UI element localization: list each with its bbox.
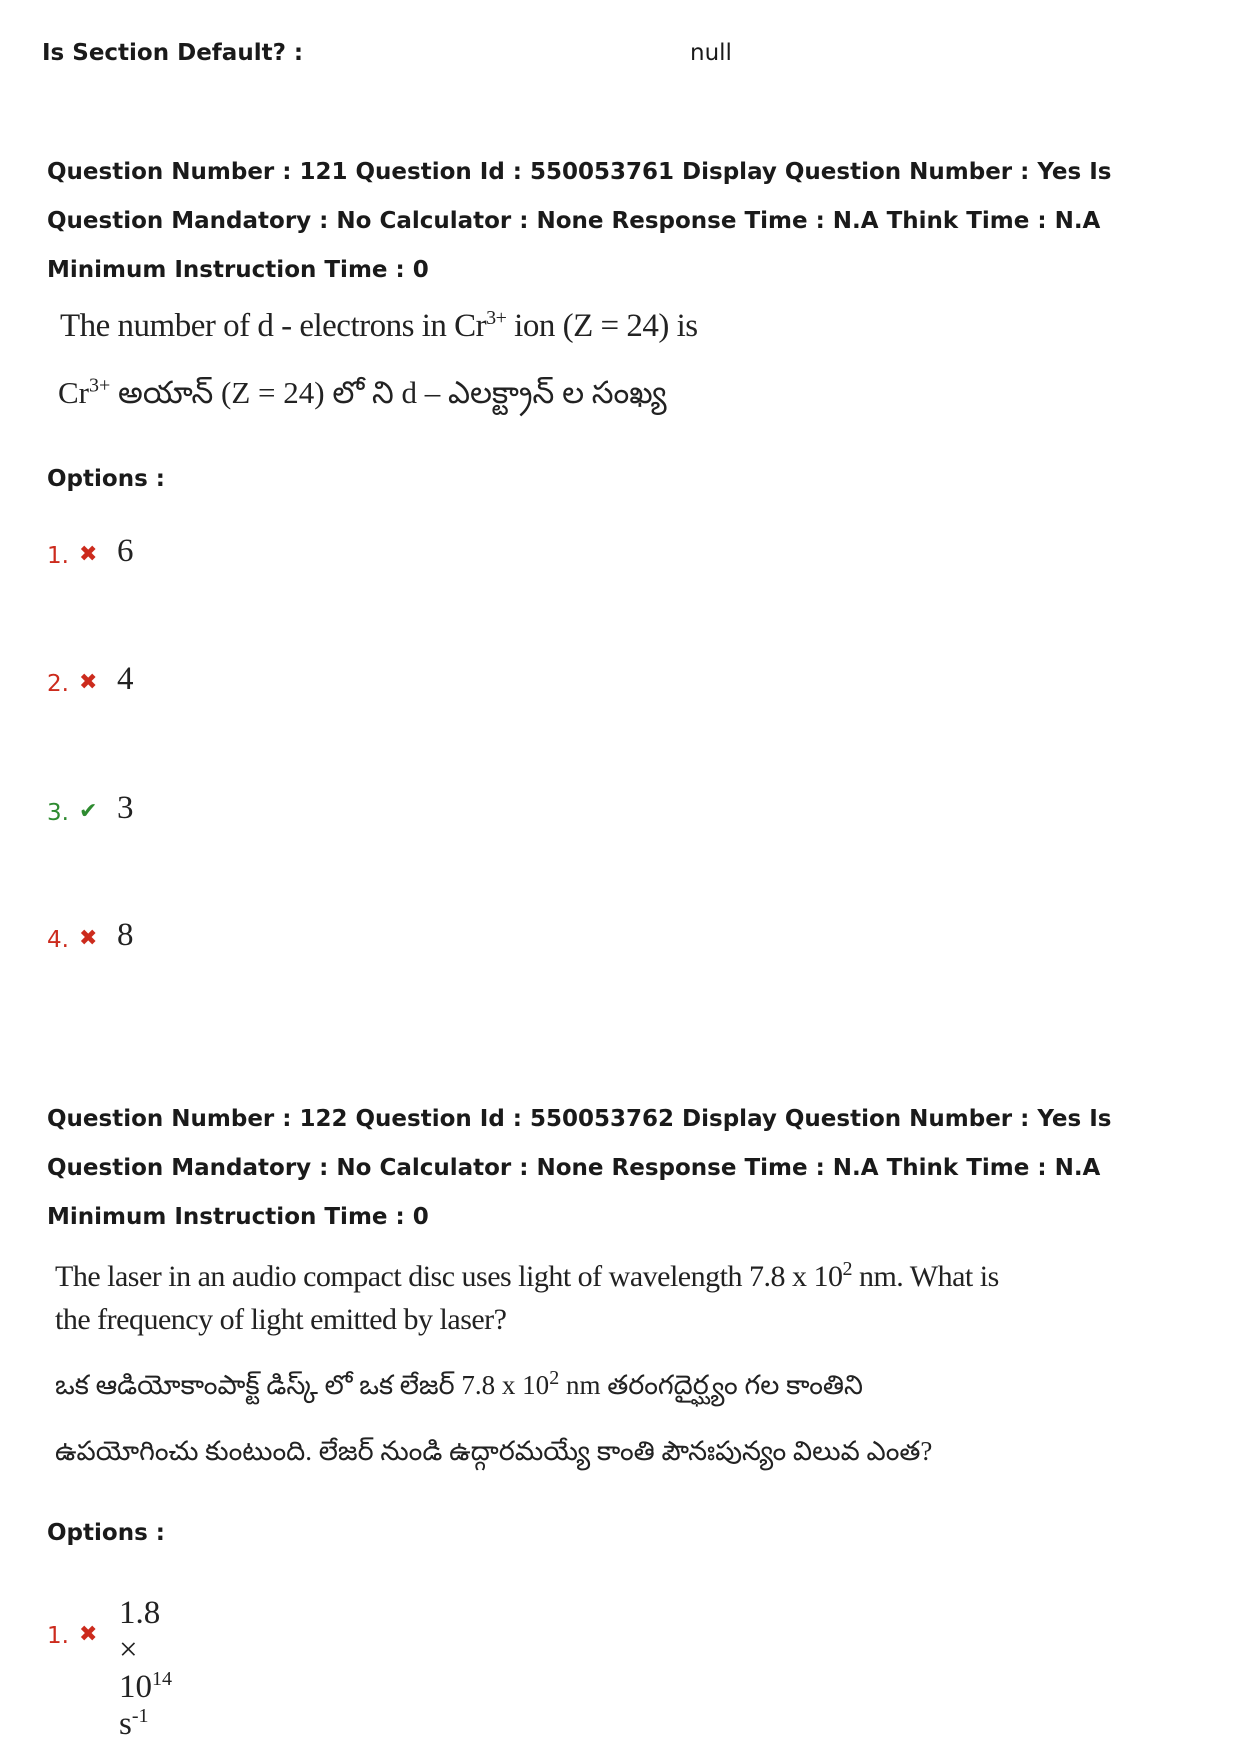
option-number: 1. (47, 543, 69, 569)
options-title: Options : (47, 466, 165, 492)
question-text-telugu: $Cr^{3+}$ అయాన్ (Z = 24) లో ని d – ఎలక్ట్రాన్ ల సంఖ్య (58, 374, 667, 410)
option-number: 4. (47, 927, 69, 953)
wrong-icon: ✖ (79, 926, 98, 951)
option-number: 2. (47, 671, 69, 697)
question-meta: Question Number : 122 Question Id : 550053762 Display Question Number : Yes Is Question Mandatory : No Calculator : None Response Time : N.A Think Time : N.A Minimum Instruction Time : 0 (47, 1106, 1112, 1230)
wrong-icon: ✖ (79, 1622, 98, 1647)
option-value: 3 (117, 790, 134, 826)
wrong-icon: ✖ (79, 542, 98, 567)
section-default-label: Is Section Default? : (42, 40, 304, 66)
question-text-english-line1: The laser in an audio compact disc uses light of wavelength 7.8 x $10^2$ nm. What is (55, 1258, 999, 1293)
option-number: 1. (47, 1623, 69, 1649)
question-meta: Question Number : 121 Question Id : 550053761 Display Question Number : Yes Is Question Mandatory : No Calculator : None Response Time : N.A Think Time : N.A Minimum Instruction Time : 0 (47, 159, 1112, 283)
check-icon: ✔ (79, 799, 98, 824)
wrong-icon: ✖ (79, 670, 98, 695)
question-text-english-line2: the frequency of light emitted by laser? (55, 1303, 507, 1336)
options-title: Options : (47, 1520, 165, 1546)
question-text-telugu-line1: ఒక ఆడియోకాంపాక్ట్ డిస్క్ లో ఒక లేజర్ 7.8 x $10^2$ nm తరంగదైర్ఘ్యం గల కాంతిని (55, 1367, 863, 1400)
option-value: 8 (117, 917, 134, 953)
option-number: 3. (47, 800, 69, 826)
section-default-value: null (690, 40, 732, 66)
option-value: $1.8 \times 10^{14}$ $s^{-1}$ (119, 1595, 172, 1742)
option-value: 6 (117, 533, 134, 569)
question-text-english: The number of d - electrons in $Cr^{3+}$ ion (Z = 24) is (60, 307, 698, 344)
question-text-telugu-line2: ఉపయోగించు కుంటుంది. లేజర్ నుండి ఉద్గారమయ్యే కాంతి పౌనఃపున్యం విలువ ఎంత? (55, 1436, 933, 1466)
option-value: 4 (117, 661, 134, 697)
